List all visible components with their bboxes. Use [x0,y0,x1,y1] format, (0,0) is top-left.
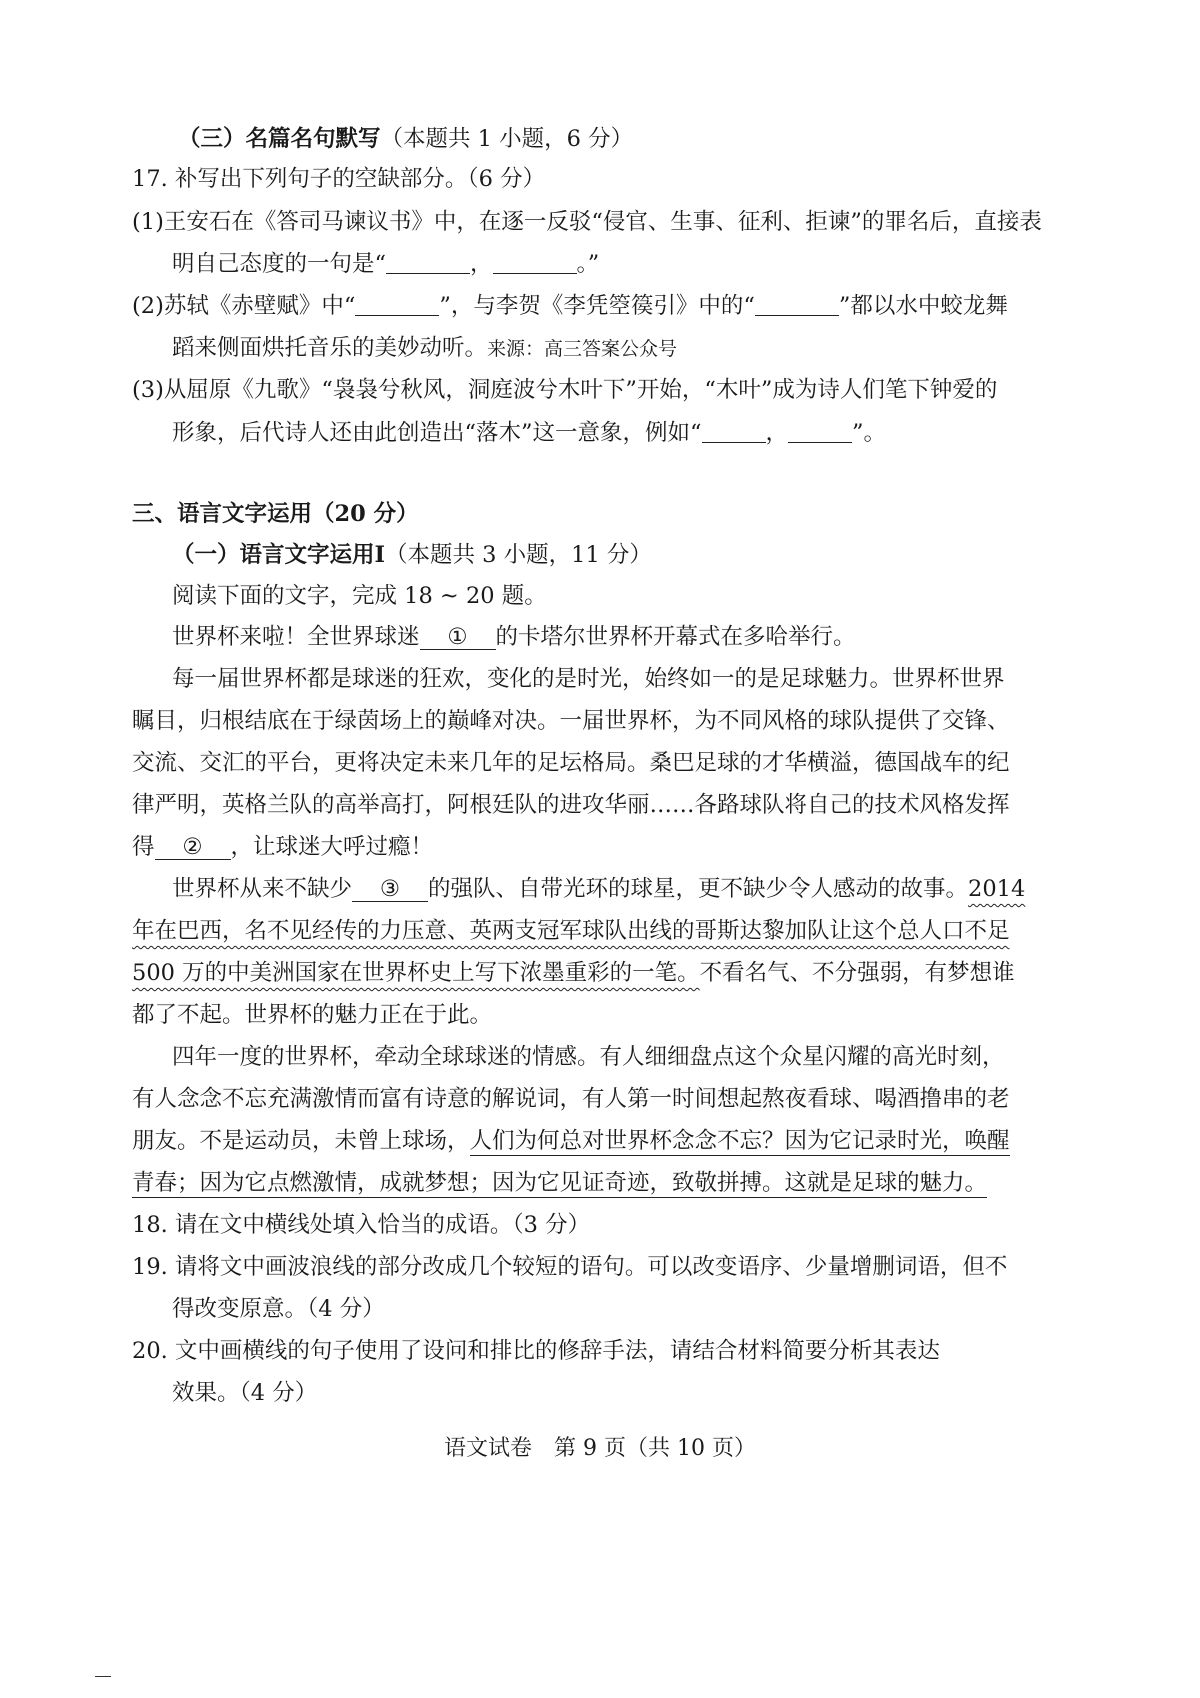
idiom-blank-3: ③ [352,877,428,902]
passage-p1 [172,620,856,654]
text-segment: 蹈来侧面烘托音乐的美妙动听。 [172,335,488,361]
passage-p2-line5 [132,830,433,864]
q17-part3-line2 [172,416,886,450]
section3-heading: 三、语言文字运用（20 分） [132,501,419,527]
passage-p2-line4: 律严明，英格兰队的高举高打，阿根廷队的进攻华丽……各路球队将自己的技术风格发挥 [132,792,1010,818]
passage-p3-line1 [172,872,1025,906]
text-segment: (2)苏轼《赤壁赋》中“ [132,293,356,319]
passage-p3-line3 [132,956,1015,990]
wavy-underlined-text: 500 万的中美洲国家在世界杯史上写下浓墨重彩的一笔。 [132,960,700,986]
underlined-text: 青春；因为它点燃激情，成就梦想；因为它见证奇迹，致敬拼搏。这就是足球的魅力。 [132,1170,988,1196]
q17-part2-line2 [172,331,677,366]
text-segment: ，让球迷大呼过瘾！ [230,834,434,860]
fill-blank [355,293,439,316]
subsection-note: （本题共 3 小题，11 分） [385,542,652,568]
idiom-blank-2: ② [155,835,231,860]
wavy-underlined-text: 2014 [968,876,1026,902]
question-20-line1: 20. 文中画横线的句子使用了设问和排比的修辞手法，请结合材料简要分析其表达 [132,1338,940,1364]
passage-p3-line2 [132,914,1010,948]
page-footer: 语文试卷 第 9 页（共 10 页） [444,1436,756,1461]
text-segment: 形象，后代诗人还由此创造出“落木”这一意象，例如“ [172,420,702,446]
passage-p2-line2: 瞩目，归根结底在于绿茵场上的巅峰对决。一届世界杯，为不同风格的球队提供了交锋、 [132,708,1010,734]
text-segment: 。” [576,251,600,277]
text-segment: 的强队、自带光环的球星，更不缺少令人感动的故事。 [428,876,969,902]
section-c-heading [178,122,633,156]
question-20-line2: 效果。（4 分） [172,1380,318,1406]
text-segment: ”。 [852,420,887,446]
text-segment: 朋友。不是运动员，未曾上球场， [132,1128,470,1154]
text-segment: 明自己态度的一句是“ [172,251,387,277]
passage-p2-line3: 交流、交汇的平台，更将决定未来几年的足坛格局。桑巴足球的才华横溢，德国战车的纪 [132,750,1010,776]
section-c-title: （三）名篇名句默写 [178,126,381,152]
question-18: 18. 请在文中横线处填入恰当的成语。（3 分） [132,1212,591,1238]
q17-part1-line1: (1)王安石在《答司马谏议书》中，在逐一反驳“侵官、生事、征利、拒谏”的罪名后，直接表 [132,209,1042,235]
text-segment: 世界杯从来不缺少 [172,876,353,902]
text-segment: 的卡塔尔世界杯开幕式在多哈举行。 [495,624,856,650]
scan-mark [95,1676,111,1677]
idiom-blank-1: ① [420,625,496,650]
passage-p3-line4: 都了不起。世界杯的魅力正在于此。 [132,1002,493,1028]
passage-p2-line1: 每一届世界杯都是球迷的狂欢，变化的是时光，始终如一的是足球魅力。世界杯世界 [172,666,1005,692]
q17-part1-line2 [172,247,599,281]
source-note: 来源：高三答案公众号 [487,338,678,360]
text-segment: 不看名气、不分强弱，有梦想谁 [699,960,1015,986]
fill-blank [702,420,766,443]
text-segment: 得 [132,834,155,860]
fill-blank [493,251,577,274]
passage-p4-line1: 四年一度的世界杯，牵动全球球迷的情感。有人细细盘点这个众星闪耀的高光时刻， [172,1044,1005,1070]
fill-blank [788,420,852,443]
wavy-underlined-text: 年在巴西，名不见经传的力压意、英两支冠军球队出线的哥斯达黎加队让这个总人口不足 [132,918,1010,944]
passage-p4-line4 [132,1166,987,1200]
section3-subheading [172,538,652,572]
text-segment: ， [470,251,493,277]
passage-p4-line2: 有人念念不忘充满激情而富有诗意的解说词，有人第一时间想起熬夜看球、喝酒撸串的老 [132,1086,1010,1112]
fill-blank [755,293,839,316]
fill-blank [386,251,470,274]
question-19-line1: 19. 请将文中画波浪线的部分改成几个较短的语句。可以改变语序、少量增删词语，但不 [132,1254,1008,1280]
text-segment: ”都以水中蛟龙舞 [838,293,1008,319]
subsection-title: （一）语言文字运用Ⅰ [172,542,386,568]
text-segment: ， [765,420,789,446]
text-segment: ”，与李贺《李凭箜篌引》中的“ [439,293,755,319]
text-segment: 世界杯来啦！全世界球迷 [172,624,420,650]
q17-part2-line1 [132,289,1008,323]
section-c-note: （本题共 1 小题，6 分） [380,126,634,152]
question-19-line2: 得改变原意。（4 分） [172,1296,385,1322]
q17-part3-line1: (3)从屈原《九歌》“袅袅兮秋风，洞庭波兮木叶下”开始，“木叶”成为诗人们笔下钟爱的 [132,377,998,403]
passage-p4-line3 [132,1124,1010,1158]
underlined-text: 人们为何总对世界杯念念不忘？因为它记录时光，唤醒 [469,1128,1010,1154]
q17-stem: 17. 补写出下列句子的空缺部分。（6 分） [132,166,546,192]
reading-instruction: 阅读下面的文字，完成 18 ~ 20 题。 [172,583,547,609]
